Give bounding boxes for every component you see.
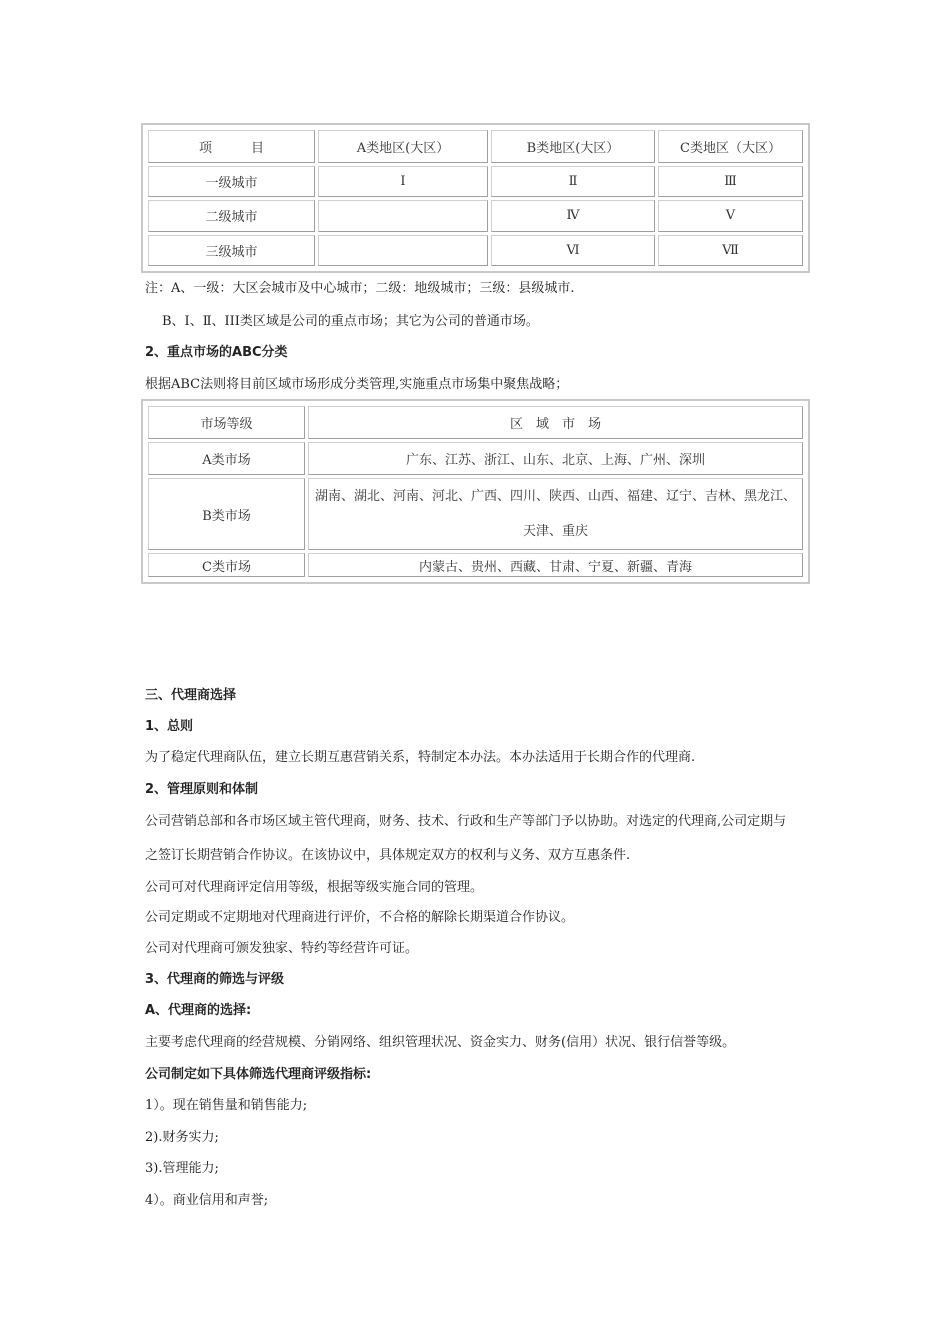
table-row [148, 166, 803, 197]
table-cell [318, 235, 488, 266]
table-header-cell: C类地区（大区） [658, 130, 803, 163]
table-row [148, 200, 803, 231]
table-header-cell: 项 目 [148, 130, 315, 163]
table-cell: Ⅶ [658, 235, 803, 266]
section-heading-3: 三、代理商选择 [145, 688, 237, 703]
table-cell: 二级城市 [148, 200, 315, 231]
table-header-cell: B类地区(大区） [491, 130, 655, 163]
table-cell: Ⅴ [658, 200, 803, 231]
paragraph: 为了稳定代理商队伍，建立长期互惠营销关系，特制定本办法。本办法适用于长期合作的代理商. [145, 750, 696, 765]
abc-intro-text: 根据ABC法则将目前区域市场形成分类管理,实施重点市场集中聚焦战略； [145, 377, 569, 392]
market-table [141, 399, 810, 584]
table-cell [318, 200, 488, 231]
table-cell: C类市场 [148, 553, 305, 577]
note-a: 注：A、一级：大区会城市及中心城市；二级：地级城市；三级：县级城市. [145, 281, 575, 296]
list-item: 4）。商业信用和声誉; [145, 1193, 269, 1208]
table-cell: Ⅵ [491, 235, 655, 266]
table-cell: 内蒙古、贵州、西藏、甘肃、宁夏、新疆、青海 [308, 553, 803, 577]
table-cell: Ⅳ [491, 200, 655, 231]
paragraph: 公司可对代理商评定信用等级，根据等级实施合同的管理。 [145, 880, 484, 895]
table-header-cell: 市场等级 [148, 406, 305, 439]
paragraph: 公司对代理商可颁发独家、特约等经营许可证。 [145, 941, 419, 956]
table-row [148, 442, 803, 475]
table-header-cell: 区 域 市 场 [308, 406, 803, 439]
table-cell: Ⅲ [658, 166, 803, 197]
list-item: 1）。现在销售量和销售能力; [145, 1098, 308, 1113]
table-cell: 三级城市 [148, 235, 315, 266]
list-item: 3).管理能力; [145, 1161, 219, 1176]
subheading-management: 2、管理原则和体制 [145, 782, 259, 797]
table-cell: B类市场 [148, 478, 305, 550]
table-cell: Ⅱ [491, 166, 655, 197]
table-row [148, 478, 803, 550]
table-cell: 湖南、湖北、河南、河北、广西、四川、陕西、山西、福建、辽宁、吉林、黑龙江、天津、重庆 [308, 478, 803, 550]
note-b: B、Ⅰ、Ⅱ、III类区域是公司的重点市场；其它为公司的普通市场。 [162, 314, 539, 329]
paragraph: 主要考虑代理商的经营规模、分销网络、组织管理状况、资金实力、财务(信用）状况、银行信誉等级。 [145, 1035, 736, 1050]
table-row [148, 553, 803, 577]
table-row [148, 235, 803, 266]
subheading-selection: A、代理商的选择: [145, 1003, 252, 1018]
subheading-general: 1、总则 [145, 719, 194, 734]
table-cell: 广东、江苏、浙江、山东、北京、上海、广州、深圳 [308, 442, 803, 475]
table-header-cell: A类地区(大区） [318, 130, 488, 163]
paragraph: 公司定期或不定期地对代理商进行评价，不合格的解除长期渠道合作协议。 [145, 910, 575, 925]
table-cell: 一级城市 [148, 166, 315, 197]
paragraph: 公司营销总部和各市场区域主管代理商，财务、技术、行政和生产等部门予以协助。对选定的代理商,公司定期与之签订长期营销合作协议。在该协议中，具体规定双方的权利与义务、双方互惠条件. [145, 814, 787, 863]
subheading-criteria: 公司制定如下具体筛选代理商评级指标: [145, 1067, 372, 1082]
section-heading-abc: 2、重点市场的ABC分类 [145, 345, 288, 360]
table-header-row [148, 406, 803, 439]
table-cell: A类市场 [148, 442, 305, 475]
table-cell: Ⅰ [318, 166, 488, 197]
list-item: 2).财务实力; [145, 1130, 219, 1145]
subheading-screening: 3、代理商的筛选与评级 [145, 972, 285, 987]
table-header-row [148, 130, 803, 163]
region-table [141, 123, 810, 273]
